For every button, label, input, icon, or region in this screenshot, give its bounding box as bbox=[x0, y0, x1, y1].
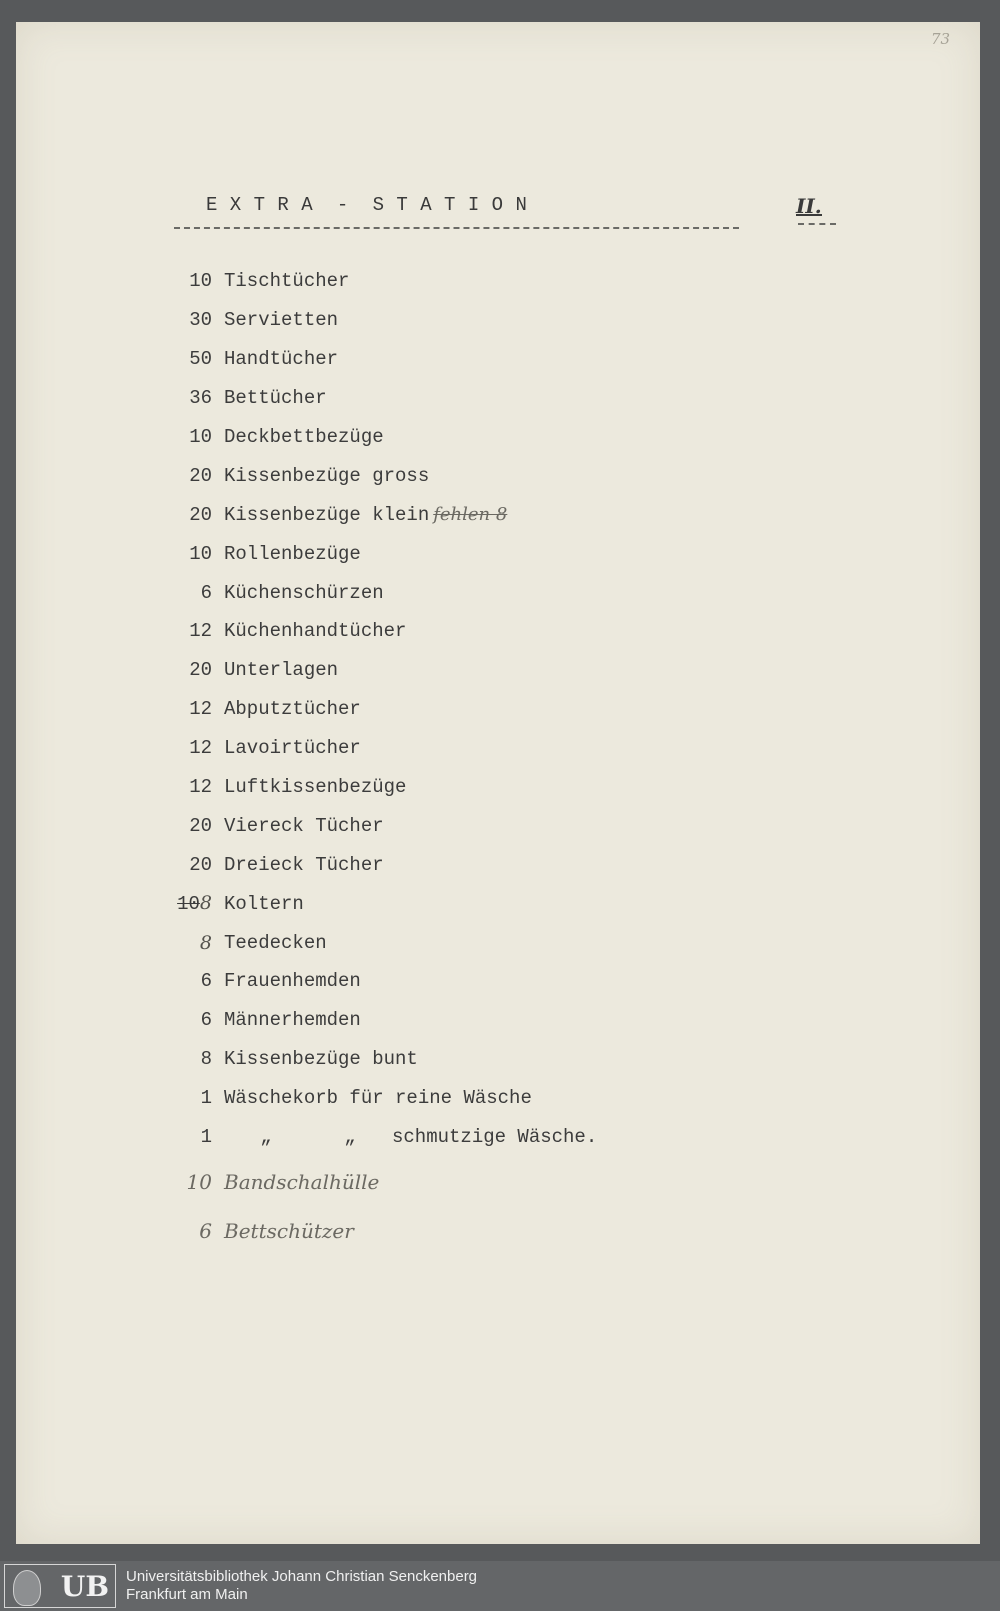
list-item bbox=[156, 651, 856, 690]
item-quantity: 36 bbox=[189, 387, 212, 410]
item-quantity: 10 bbox=[189, 542, 212, 565]
item-name: Abputztücher bbox=[224, 698, 361, 721]
ditto-mark: „ bbox=[344, 1126, 356, 1149]
item-name: Kissenbezüge bunt bbox=[224, 1048, 418, 1071]
item-quantity: 12 bbox=[189, 737, 212, 760]
item-name: Kissenbezüge gross bbox=[224, 464, 430, 487]
item-quantity: 6 bbox=[200, 581, 212, 604]
numeral-underline bbox=[798, 223, 836, 225]
list-item bbox=[156, 379, 856, 418]
item-quantity: 20 bbox=[189, 659, 212, 682]
item-name: Teedecken bbox=[224, 931, 327, 954]
item-quantity-corrected bbox=[156, 892, 224, 915]
handwritten-item bbox=[156, 1211, 856, 1250]
item-name: Handtücher bbox=[224, 348, 339, 371]
item-name: Männerhemden bbox=[224, 1009, 361, 1032]
library-name-line2: Frankfurt am Main bbox=[126, 1586, 248, 1603]
item-quantity: 10 bbox=[189, 426, 212, 448]
logo-text: UB bbox=[60, 1569, 109, 1603]
list-item bbox=[156, 612, 856, 651]
item-name: Bettücher bbox=[224, 387, 327, 410]
handwritten-item bbox=[156, 1162, 856, 1201]
list-item bbox=[156, 884, 856, 923]
item-name: Wäschekorb für reine Wäsche bbox=[224, 1087, 532, 1110]
list-item bbox=[156, 495, 856, 534]
item-name: Küchenschürzen bbox=[224, 581, 384, 604]
item-quantity: 1 bbox=[200, 1087, 212, 1110]
item-quantity: 12 bbox=[189, 620, 212, 643]
document-title: E X T R A - S T A T I O N bbox=[206, 194, 528, 216]
list-item bbox=[156, 340, 856, 379]
library-footer bbox=[0, 1561, 1000, 1611]
item-name: Küchenhandtücher bbox=[224, 620, 407, 643]
library-logo bbox=[4, 1564, 116, 1608]
item-quantity: 1 bbox=[200, 1126, 212, 1149]
item-quantity: 12 bbox=[189, 776, 212, 799]
list-item bbox=[156, 301, 856, 340]
item-name: Lavoirtücher bbox=[224, 737, 361, 760]
list-item bbox=[156, 768, 856, 807]
list-item bbox=[156, 456, 856, 495]
list-item bbox=[156, 845, 856, 884]
page-number: 73 bbox=[931, 30, 951, 48]
list-item bbox=[156, 1001, 856, 1040]
handwritten-note: fehlen 8 bbox=[433, 504, 508, 526]
item-name: Deckbettbezüge bbox=[224, 426, 384, 448]
list-item bbox=[156, 806, 856, 845]
list-item bbox=[156, 1118, 856, 1157]
title-underline bbox=[174, 227, 739, 229]
item-quantity: 6 bbox=[200, 970, 212, 993]
inventory-list bbox=[156, 262, 856, 1250]
list-item bbox=[156, 534, 856, 573]
item-name: Dreieck Tücher bbox=[224, 853, 384, 876]
item-name: Luftkissenbezüge bbox=[224, 776, 407, 799]
ditto-mark: „ bbox=[260, 1126, 272, 1149]
item-quantity: 20 bbox=[189, 464, 212, 487]
item-name: Unterlagen bbox=[224, 659, 339, 682]
document-page bbox=[16, 22, 980, 1544]
item-name: Koltern bbox=[224, 892, 304, 915]
item-quantity: 10 bbox=[189, 270, 212, 293]
library-name bbox=[126, 1568, 477, 1604]
list-item bbox=[156, 262, 856, 301]
item-quantity: 8 bbox=[200, 1048, 212, 1071]
list-item bbox=[156, 1079, 856, 1118]
item-quantity: 30 bbox=[189, 309, 212, 332]
item-name: Rollenbezüge bbox=[224, 542, 361, 565]
handwritten-item-name: Bandschalhülle bbox=[224, 1169, 380, 1194]
station-numeral: II. bbox=[796, 194, 822, 218]
list-item bbox=[156, 573, 856, 612]
list-item bbox=[156, 690, 856, 729]
handwritten-quantity: 10 bbox=[186, 1169, 212, 1194]
item-name: Viereck Tücher bbox=[224, 814, 384, 837]
item-name: schmutzige Wäsche. bbox=[392, 1126, 598, 1149]
item-name: Tischtücher bbox=[224, 270, 350, 293]
struck-quantity: 10 bbox=[177, 893, 200, 916]
item-quantity: 20 bbox=[189, 503, 212, 526]
list-item bbox=[156, 923, 856, 962]
library-name-line1: Universitätsbibliothek Johann Christian Senckenberg bbox=[126, 1568, 478, 1585]
handwritten-item-name: Bettschützer bbox=[224, 1218, 354, 1243]
list-item bbox=[156, 1040, 856, 1079]
item-quantity: 50 bbox=[189, 348, 212, 371]
item-quantity: 6 bbox=[200, 1009, 212, 1032]
list-item bbox=[156, 962, 856, 1001]
handwritten-quantity: 6 bbox=[199, 1218, 212, 1243]
item-name: Frauenhemden bbox=[224, 970, 361, 993]
portrait-icon bbox=[13, 1570, 41, 1606]
item-quantity: 12 bbox=[189, 698, 212, 721]
list-item bbox=[156, 418, 856, 457]
item-quantity: 20 bbox=[189, 853, 212, 876]
list-item bbox=[156, 729, 856, 768]
item-quantity: 20 bbox=[189, 814, 212, 837]
handwritten-quantity: 8 bbox=[199, 931, 212, 954]
item-name: Kissenbezüge klein bbox=[224, 503, 430, 526]
item-name: Servietten bbox=[224, 309, 339, 332]
handwritten-quantity: 8 bbox=[199, 892, 212, 915]
